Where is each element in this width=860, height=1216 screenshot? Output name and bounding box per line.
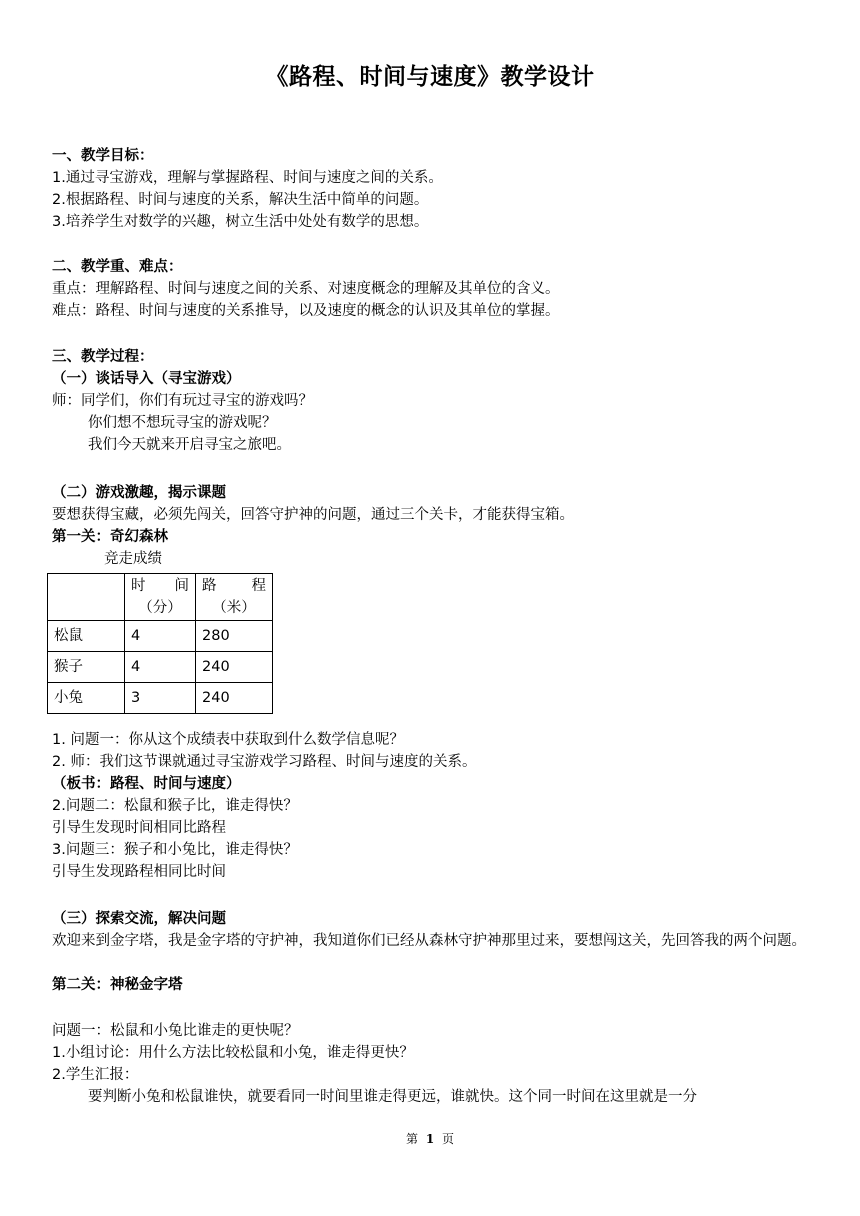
objective-item: 2.根据路程、时间与速度的关系，解决生活中简单的问题。 xyxy=(52,192,429,208)
distance-cell: 280 xyxy=(196,621,273,652)
report-line: 2.学生汇报： xyxy=(52,1067,139,1083)
time-cell: 3 xyxy=(125,683,196,714)
difficult-point: 难点：路程、时间与速度的关系推导，以及速度的概念的认识及其单位的掌握。 xyxy=(52,303,560,319)
header-time-char: 时 xyxy=(131,578,146,594)
table-row xyxy=(48,683,273,714)
header-distance xyxy=(196,574,273,621)
part1-heading: （一）谈话导入（寻宝游戏） xyxy=(52,371,241,387)
header-distance-char: 程 xyxy=(251,578,266,594)
table-row xyxy=(48,652,273,683)
footer-prefix: 第 xyxy=(405,1132,418,1146)
section-objectives-heading: 一、教学目标： xyxy=(52,148,154,164)
header-time xyxy=(125,574,196,621)
key-point: 重点：理解路程、时间与速度之间的关系、对速度概念的理解及其单位的含义。 xyxy=(52,281,560,297)
board-note: （板书：路程、时间与速度） xyxy=(52,776,241,792)
document-title: 《路程、时间与速度》教学设计 xyxy=(265,64,595,90)
dialogue-line: 你们想不想玩寻宝的游戏呢？ xyxy=(88,415,277,431)
time-cell: 4 xyxy=(125,621,196,652)
dialogue-line: 我们今天就来开启寻宝之旅吧。 xyxy=(88,437,291,453)
animal-cell: 松鼠 xyxy=(48,621,125,652)
question-line: 3.问题三：猴子和小兔比，谁走得快？ xyxy=(52,842,298,858)
table-caption: 竞走成绩 xyxy=(104,551,162,567)
report-text: 要判断小兔和松鼠谁快，就要看同一时间里谁走得更远，谁就快。这个同一时间在这里就是一分 xyxy=(88,1089,697,1105)
objective-item: 1.通过寻宝游戏，理解与掌握路程、时间与速度之间的关系。 xyxy=(52,170,443,186)
part2-intro: 要想获得宝藏，必须先闯关，回答守护神的问题，通过三个关卡，才能获得宝箱。 xyxy=(52,507,574,523)
table-corner-cell xyxy=(48,574,125,621)
section-keypoints-heading: 二、教学重、难点： xyxy=(52,259,183,275)
table-row xyxy=(48,621,273,652)
distance-cell: 240 xyxy=(196,683,273,714)
guidance-line: 引导生发现路程相同比时间 xyxy=(52,864,226,880)
question-line: 2. 师：我们这节课就通过寻宝游戏学习路程、时间与速度的关系。 xyxy=(52,754,477,770)
section-process-heading: 三、教学过程： xyxy=(52,349,154,365)
animal-cell: 猴子 xyxy=(48,652,125,683)
part2-heading: （二）游戏激趣，揭示课题 xyxy=(52,485,226,501)
footer-suffix: 页 xyxy=(442,1132,455,1146)
header-time-unit: （分） xyxy=(138,600,182,616)
question-line: 2.问题二：松鼠和猴子比，谁走得快？ xyxy=(52,798,298,814)
page-number: 1 xyxy=(425,1132,435,1146)
part3-intro: 欢迎来到金字塔，我是金字塔的守护神，我知道你们已经从森林守护神那里过来，要想闯这关，先回答我的两个问题。 xyxy=(52,933,806,949)
question-line: 1. 问题一：你从这个成绩表中获取到什么数学信息呢？ xyxy=(52,732,404,748)
animal-cell: 小兔 xyxy=(48,683,125,714)
time-cell: 4 xyxy=(125,652,196,683)
question-line: 问题一：松鼠和小兔比谁走的更快呢？ xyxy=(52,1023,299,1039)
part3-heading: （三）探索交流，解决问题 xyxy=(52,911,226,927)
objective-item: 3.培养学生对数学的兴趣，树立生活中处处有数学的思想。 xyxy=(52,214,429,230)
discussion-line: 1.小组讨论：用什么方法比较松鼠和小兔，谁走得更快？ xyxy=(52,1045,414,1061)
dialogue-line: 师：同学们，你们有玩过寻宝的游戏吗？ xyxy=(52,393,313,409)
level2-heading: 第二关：神秘金字塔 xyxy=(52,977,183,993)
header-time-char: 间 xyxy=(174,578,189,594)
header-distance-char: 路 xyxy=(202,578,217,594)
distance-cell: 240 xyxy=(196,652,273,683)
page-footer xyxy=(0,1130,860,1147)
header-distance-unit: （米） xyxy=(212,600,256,616)
table-header-row xyxy=(48,574,273,621)
level1-heading: 第一关：奇幻森林 xyxy=(52,529,168,545)
guidance-line: 引导生发现时间相同比路程 xyxy=(52,820,226,836)
score-table xyxy=(47,573,273,714)
